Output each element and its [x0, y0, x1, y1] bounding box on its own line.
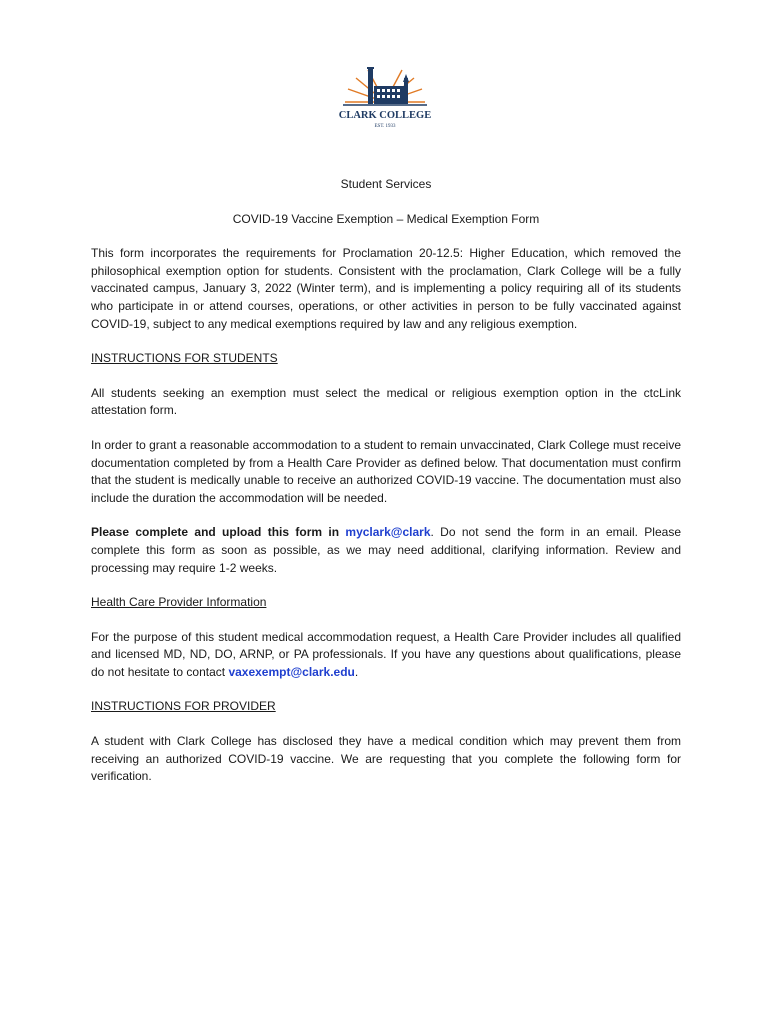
upload-instruction-bold: Please complete and upload this form in [91, 525, 346, 540]
clark-college-logo [331, 64, 439, 130]
clark-college-logo-graphic [331, 64, 439, 130]
provider-info-text: For the purpose of this student medical accommodation request, a Health Care Provider includes all qualified and licensed MD, ND, DO, ARNP, or PA professionals. If you have any questions about qualifications, please do not hesitate to contact [91, 629, 681, 679]
provider-info-paragraph [91, 629, 681, 682]
intro-paragraph: This form incorporates the requirements for Proclamation 20-12.5: Higher Education, which removed the philosophical exemption option for students. Consistent with the proclamation, Clark College will be a fully vaccinated campus, January 3, 2022 (Winter term), and is implementing a policy requiring all of its students who participate in or attend courses, operations, or other activities in person to be fully vaccinated against COVID-19, subject to any medical exemptions required by law and any religious exemption. [91, 246, 681, 331]
form-title: COVID-19 Vaccine Exemption – Medical Exemption Form [232, 211, 540, 226]
students-paragraph-2: In order to grant a reasonable accommodation to a student to remain unvaccinated, Clark College must receive documentation completed by from a Health Care Provider as defined below. That documentation must confirm that the student is medically unable to receive an authorized COVID-19 vaccine. The documentation must also include the duration the accommodation will be needed. [91, 437, 681, 505]
provider-paragraph: A student with Clark College has disclosed they have a medical condition which may prevent them from receiving an authorized COVID-19 vaccine. We are requesting that you complete the following form for verification. [91, 734, 681, 784]
upload-paragraph [91, 524, 681, 577]
logo-established: EST. 1933 [374, 124, 396, 129]
myclark-link[interactable]: myclark@clark [345, 525, 431, 540]
document-body [91, 176, 681, 803]
provider-info-heading: Health Care Provider Information [91, 595, 267, 610]
instructions-students-heading: INSTRUCTIONS FOR STUDENTS [91, 351, 278, 366]
provider-info-end: . [354, 664, 359, 679]
students-paragraph-1: All students seeking an exemption must select the medical or religious exemption option in the ctcLink attestation form. [91, 385, 681, 418]
instructions-provider-heading: INSTRUCTIONS FOR PROVIDER [91, 699, 276, 714]
upload-instruction-rest: . Do not send the form in an email. Please complete this form as soon as possible, as we may need additional, clarifying information. Review and processing may require 1-2 weeks. [91, 525, 681, 575]
logo-wordmark: CLARK COLLEGE [338, 110, 432, 121]
vaxexempt-email-link[interactable]: vaxexempt@clark.edu [228, 664, 355, 679]
department-title: Student Services [340, 177, 432, 191]
